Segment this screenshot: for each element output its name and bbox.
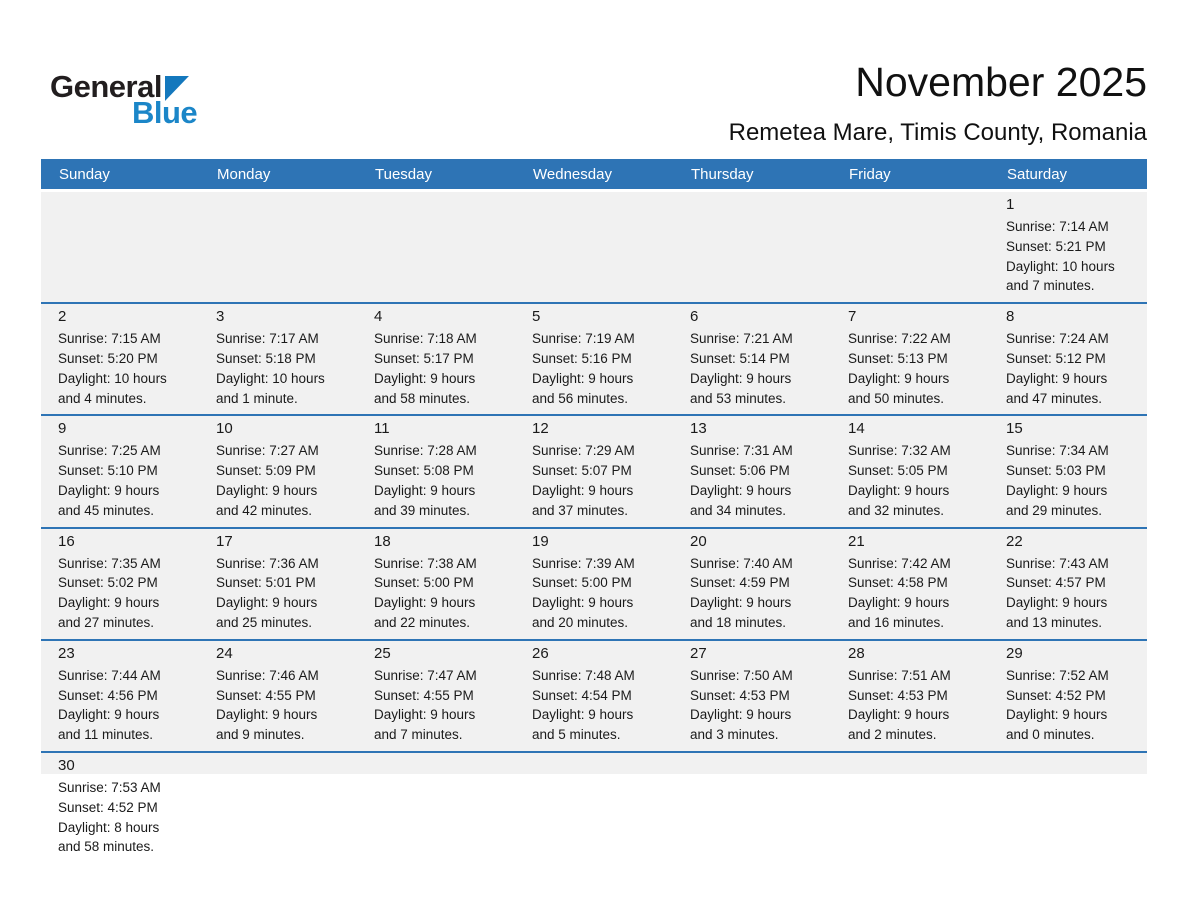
daylight-text-line1: Daylight: 9 hours: [532, 482, 634, 498]
weekday-label-thursday: Thursday: [691, 165, 754, 183]
day-cell-22: [989, 529, 1147, 639]
sunset-text: Sunset: 5:21 PM: [1006, 238, 1106, 254]
empty-cell: [357, 753, 515, 873]
daylight-text-line1: Daylight: 9 hours: [374, 595, 476, 611]
day-number: 26: [532, 644, 549, 662]
day-number: 20: [690, 532, 707, 550]
day-number: 10: [216, 420, 233, 438]
daylight-text-line1: Daylight: 9 hours: [58, 707, 160, 723]
daylight-text-line2: and 11 minutes.: [58, 727, 154, 743]
sunset-text: Sunset: 5:12 PM: [1006, 350, 1106, 366]
week-row-2: [41, 302, 1147, 414]
day-cell-2: [41, 304, 199, 414]
weekday-label-wednesday: Wednesday: [533, 165, 612, 183]
daylight-text-line2: and 13 minutes.: [1006, 614, 1103, 630]
day-number: 15: [1006, 420, 1023, 438]
sunset-text: Sunset: 4:54 PM: [532, 687, 632, 703]
sunset-text: Sunset: 5:01 PM: [216, 575, 316, 591]
daylight-text-line2: and 18 minutes.: [690, 614, 787, 630]
day-number: 30: [58, 756, 75, 774]
daylight-text-line2: and 5 minutes.: [532, 727, 621, 743]
day-number: 5: [532, 308, 541, 326]
empty-cell: [989, 753, 1147, 873]
day-number: 3: [216, 308, 225, 326]
day-number: 13: [690, 420, 707, 438]
sunrise-text: Sunrise: 7:36 AM: [216, 555, 319, 571]
daylight-text-line1: Daylight: 9 hours: [1006, 707, 1108, 723]
daylight-text-line2: and 7 minutes.: [374, 727, 463, 743]
daylight-text-line1: Daylight: 9 hours: [374, 370, 476, 386]
empty-cell: [673, 753, 831, 873]
daylight-text-line1: Daylight: 9 hours: [690, 482, 792, 498]
sunrise-text: Sunrise: 7:44 AM: [58, 667, 161, 683]
sunrise-text: Sunrise: 7:21 AM: [690, 331, 793, 347]
page-header: [41, 0, 1147, 147]
empty-cell: [199, 192, 357, 302]
day-number: 25: [374, 644, 391, 662]
day-cell-28: [831, 641, 989, 751]
daylight-text-line1: Daylight: 9 hours: [690, 707, 792, 723]
sunrise-text: Sunrise: 7:22 AM: [848, 331, 951, 347]
daylight-text-line1: Daylight: 9 hours: [532, 370, 634, 386]
daylight-text-line2: and 58 minutes.: [374, 390, 471, 406]
daylight-text-line1: Daylight: 10 hours: [1006, 258, 1115, 274]
week-row-3: [41, 414, 1147, 526]
daylight-text-line2: and 16 minutes.: [848, 614, 945, 630]
month-title: November 2025: [855, 59, 1147, 105]
day-cell-27: [673, 641, 831, 751]
day-cell-26: [515, 641, 673, 751]
day-cell-20: [673, 529, 831, 639]
daylight-text-line1: Daylight: 9 hours: [58, 595, 160, 611]
daylight-text-line1: Daylight: 9 hours: [216, 707, 318, 723]
week-row-4: [41, 527, 1147, 639]
weekday-label-tuesday: Tuesday: [375, 165, 432, 183]
day-number: 29: [1006, 644, 1023, 662]
daylight-text-line1: Daylight: 9 hours: [848, 595, 950, 611]
day-number: 14: [848, 420, 865, 438]
empty-cell: [199, 753, 357, 873]
week-row-1: [41, 192, 1147, 302]
weekday-header-row: [41, 159, 1147, 189]
week-row-5: [41, 639, 1147, 751]
day-number: 19: [532, 532, 549, 550]
daylight-text-line2: and 58 minutes.: [58, 839, 155, 855]
title-block: [729, 46, 1147, 147]
day-cell-8: [989, 304, 1147, 414]
sunrise-text: Sunrise: 7:48 AM: [532, 667, 635, 683]
sunrise-text: Sunrise: 7:14 AM: [1006, 219, 1109, 234]
day-cell-18: [357, 529, 515, 639]
daylight-text-line2: and 45 minutes.: [58, 502, 155, 518]
daylight-text-line2: and 4 minutes.: [58, 390, 147, 406]
sunrise-text: Sunrise: 7:17 AM: [216, 331, 319, 347]
day-number: 1: [1006, 196, 1015, 213]
daylight-text-line2: and 53 minutes.: [690, 390, 787, 406]
daylight-text-line1: Daylight: 9 hours: [374, 707, 476, 723]
daylight-text-line1: Daylight: 9 hours: [848, 707, 950, 723]
weekday-label-monday: Monday: [217, 165, 271, 183]
logo-text-general: General: [50, 69, 162, 104]
day-cell-24: [199, 641, 357, 751]
daylight-text-line1: Daylight: 9 hours: [1006, 595, 1108, 611]
daylight-text-line2: and 42 minutes.: [216, 502, 313, 518]
daylight-text-line2: and 29 minutes.: [1006, 502, 1103, 518]
day-cell-14: [831, 416, 989, 526]
day-cell-19: [515, 529, 673, 639]
empty-cell: [357, 192, 515, 302]
day-cell-4: [357, 304, 515, 414]
sunrise-text: Sunrise: 7:28 AM: [374, 443, 477, 459]
day-number: 21: [848, 532, 865, 550]
daylight-text-line1: Daylight: 9 hours: [216, 595, 318, 611]
day-cell-15: [989, 416, 1147, 526]
sunset-text: Sunset: 5:03 PM: [1006, 463, 1106, 479]
sunrise-text: Sunrise: 7:50 AM: [690, 667, 793, 683]
day-cell-23: [41, 641, 199, 751]
daylight-text-line2: and 32 minutes.: [848, 502, 945, 518]
day-cell-29: [989, 641, 1147, 751]
sunset-text: Sunset: 5:00 PM: [374, 575, 474, 591]
day-cell-16: [41, 529, 199, 639]
sunrise-text: Sunrise: 7:24 AM: [1006, 331, 1109, 347]
daylight-text-line2: and 37 minutes.: [532, 502, 629, 518]
day-number: 7: [848, 308, 857, 326]
sunrise-text: Sunrise: 7:15 AM: [58, 331, 161, 347]
sunset-text: Sunset: 4:52 PM: [58, 799, 158, 815]
sunset-text: Sunset: 5:05 PM: [848, 463, 948, 479]
sunset-text: Sunset: 4:57 PM: [1006, 575, 1106, 591]
sunrise-text: Sunrise: 7:47 AM: [374, 667, 477, 683]
day-number: 18: [374, 532, 391, 550]
weekday-label-friday: Friday: [849, 165, 891, 183]
daylight-text-line2: and 1 minute.: [216, 390, 298, 406]
sunset-text: Sunset: 4:55 PM: [216, 687, 316, 703]
daylight-text-line2: and 7 minutes.: [1006, 278, 1095, 294]
sunset-text: Sunset: 5:14 PM: [690, 350, 790, 366]
sunrise-text: Sunrise: 7:53 AM: [58, 779, 161, 795]
daylight-text-line1: Daylight: 8 hours: [58, 819, 160, 835]
sunrise-text: Sunrise: 7:19 AM: [532, 331, 635, 347]
sunrise-text: Sunrise: 7:38 AM: [374, 555, 477, 571]
sunset-text: Sunset: 5:06 PM: [690, 463, 790, 479]
sunset-text: Sunset: 5:20 PM: [58, 350, 158, 366]
day-number: 28: [848, 644, 865, 662]
daylight-text-line1: Daylight: 9 hours: [848, 370, 950, 386]
sunrise-text: Sunrise: 7:39 AM: [532, 555, 635, 571]
weekday-label-sunday: Sunday: [59, 165, 110, 183]
day-number: 16: [58, 532, 75, 550]
day-number: 12: [532, 420, 549, 438]
sunrise-text: Sunrise: 7:42 AM: [848, 555, 951, 571]
sunset-text: Sunset: 4:58 PM: [848, 575, 948, 591]
empty-cell: [515, 753, 673, 873]
sunset-text: Sunset: 4:52 PM: [1006, 687, 1106, 703]
sunset-text: Sunset: 4:59 PM: [690, 575, 790, 591]
day-number: 23: [58, 644, 75, 662]
sunset-text: Sunset: 4:55 PM: [374, 687, 474, 703]
day-number: 2: [58, 308, 67, 326]
sunrise-text: Sunrise: 7:25 AM: [58, 443, 161, 459]
day-number: 22: [1006, 532, 1023, 550]
day-number: 11: [374, 420, 390, 438]
day-cell-1: [989, 192, 1147, 302]
empty-cell: [831, 753, 989, 873]
day-number: 6: [690, 308, 699, 326]
calendar-weeks: [41, 192, 1147, 873]
location-subtitle: Remetea Mare, Timis County, Romania: [728, 119, 1147, 146]
sunrise-text: Sunrise: 7:34 AM: [1006, 443, 1109, 459]
daylight-text-line1: Daylight: 9 hours: [58, 482, 160, 498]
day-cell-17: [199, 529, 357, 639]
sunset-text: Sunset: 5:13 PM: [848, 350, 948, 366]
sunset-text: Sunset: 5:10 PM: [58, 463, 158, 479]
day-cell-11: [357, 416, 515, 526]
general-blue-logo: [41, 46, 197, 128]
sunset-text: Sunset: 5:02 PM: [58, 575, 158, 591]
sunrise-text: Sunrise: 7:29 AM: [532, 443, 635, 459]
day-cell-25: [357, 641, 515, 751]
sunset-text: Sunset: 5:18 PM: [216, 350, 316, 366]
sunrise-text: Sunrise: 7:52 AM: [1006, 667, 1109, 683]
sunrise-text: Sunrise: 7:35 AM: [58, 555, 161, 571]
day-cell-3: [199, 304, 357, 414]
sunset-text: Sunset: 5:07 PM: [532, 463, 632, 479]
sunset-text: Sunset: 5:16 PM: [532, 350, 632, 366]
daylight-text-line2: and 9 minutes.: [216, 727, 305, 743]
daylight-text-line2: and 20 minutes.: [532, 614, 629, 630]
sunrise-text: Sunrise: 7:46 AM: [216, 667, 319, 683]
daylight-text-line1: Daylight: 9 hours: [532, 595, 634, 611]
day-number: 8: [1006, 308, 1015, 326]
daylight-text-line1: Daylight: 9 hours: [1006, 482, 1108, 498]
sunset-text: Sunset: 5:08 PM: [374, 463, 474, 479]
day-cell-13: [673, 416, 831, 526]
daylight-text-line2: and 34 minutes.: [690, 502, 787, 518]
sunset-text: Sunset: 5:09 PM: [216, 463, 316, 479]
daylight-text-line2: and 22 minutes.: [374, 614, 471, 630]
daylight-text-line2: and 56 minutes.: [532, 390, 629, 406]
sunset-text: Sunset: 5:17 PM: [374, 350, 474, 366]
sunset-text: Sunset: 4:53 PM: [848, 687, 948, 703]
daylight-text-line2: and 47 minutes.: [1006, 390, 1103, 406]
weekday-label-saturday: Saturday: [1007, 165, 1068, 183]
daylight-text-line1: Daylight: 10 hours: [58, 370, 167, 386]
sunrise-text: Sunrise: 7:40 AM: [690, 555, 793, 571]
daylight-text-line1: Daylight: 9 hours: [1006, 370, 1108, 386]
day-cell-6: [673, 304, 831, 414]
sunrise-text: Sunrise: 7:27 AM: [216, 443, 319, 459]
day-cell-12: [515, 416, 673, 526]
day-number: 27: [690, 644, 707, 662]
daylight-text-line2: and 39 minutes.: [374, 502, 471, 518]
day-cell-9: [41, 416, 199, 526]
daylight-text-line2: and 0 minutes.: [1006, 727, 1095, 743]
daylight-text-line2: and 3 minutes.: [690, 727, 779, 743]
daylight-text-line1: Daylight: 9 hours: [690, 595, 792, 611]
daylight-text-line1: Daylight: 9 hours: [532, 707, 634, 723]
sunrise-text: Sunrise: 7:31 AM: [690, 443, 793, 459]
daylight-text-line1: Daylight: 10 hours: [216, 370, 325, 386]
sunrise-text: Sunrise: 7:51 AM: [848, 667, 951, 683]
daylight-text-line1: Daylight: 9 hours: [848, 482, 950, 498]
daylight-text-line2: and 50 minutes.: [848, 390, 945, 406]
daylight-text-line1: Daylight: 9 hours: [374, 482, 476, 498]
logo-text-blue: Blue: [132, 95, 198, 130]
empty-cell: [673, 192, 831, 302]
logo-row-blue: [132, 95, 198, 130]
daylight-text-line1: Daylight: 9 hours: [216, 482, 318, 498]
daylight-text-line2: and 25 minutes.: [216, 614, 313, 630]
day-cell-30: [41, 753, 199, 873]
sunrise-text: Sunrise: 7:43 AM: [1006, 555, 1109, 571]
day-cell-10: [199, 416, 357, 526]
empty-cell: [41, 192, 199, 302]
empty-cell: [515, 192, 673, 302]
day-cell-7: [831, 304, 989, 414]
week-row-6: [41, 751, 1147, 873]
sunset-text: Sunset: 4:56 PM: [58, 687, 158, 703]
day-cell-5: [515, 304, 673, 414]
sunrise-text: Sunrise: 7:32 AM: [848, 443, 951, 459]
day-number: 9: [58, 420, 67, 438]
day-number: 17: [216, 532, 233, 550]
sunset-text: Sunset: 5:00 PM: [532, 575, 632, 591]
daylight-text-line2: and 27 minutes.: [58, 614, 155, 630]
sunrise-text: Sunrise: 7:18 AM: [374, 331, 477, 347]
daylight-text-line1: Daylight: 9 hours: [690, 370, 792, 386]
sunset-text: Sunset: 4:53 PM: [690, 687, 790, 703]
day-number: 24: [216, 644, 233, 662]
daylight-text-line2: and 2 minutes.: [848, 727, 937, 743]
day-number: 4: [374, 308, 383, 326]
day-cell-21: [831, 529, 989, 639]
empty-cell: [831, 192, 989, 302]
